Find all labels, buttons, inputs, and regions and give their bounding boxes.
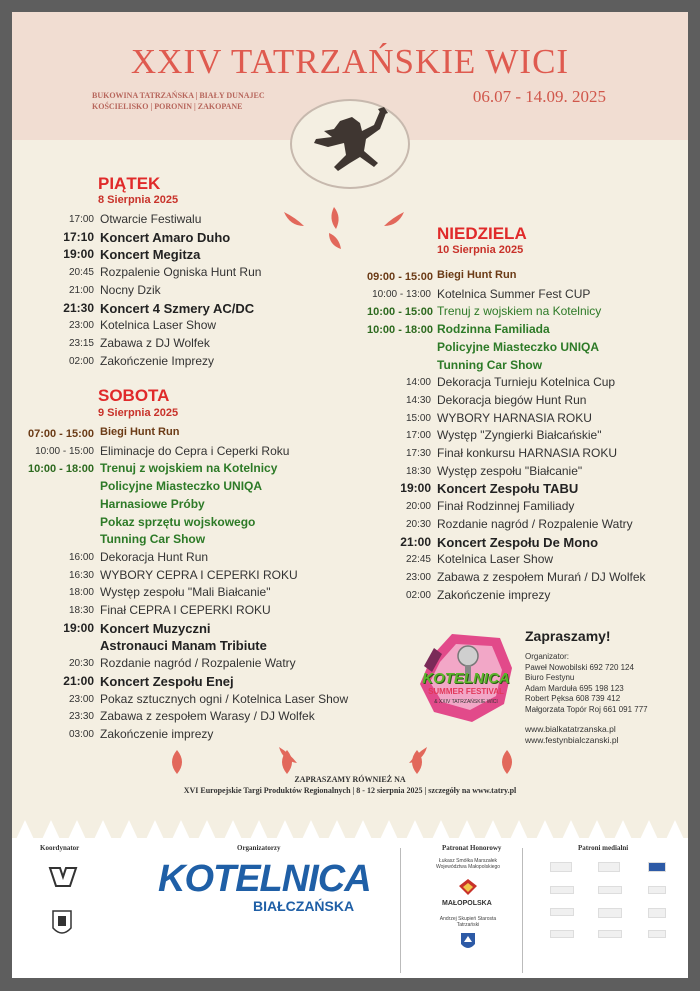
event-name: Biegi Hunt Run — [437, 269, 517, 281]
event-name: Koncert Zespołu Enej — [100, 673, 234, 689]
saturday-event-row — [12, 479, 362, 496]
bialczanska-wordmark: BIAŁCZAŃSKA — [253, 898, 355, 914]
saturday-event-row — [12, 674, 362, 691]
event-name: Kotelnica Laser Show — [437, 552, 554, 567]
event-time: 23:30 — [68, 711, 94, 723]
media-logo-12 — [648, 930, 666, 938]
footer-divider-1 — [400, 848, 401, 973]
event-name: Dekoracja biegów Hunt Run — [437, 392, 587, 407]
event-time: 17:10 — [63, 229, 94, 244]
friday-event-row — [12, 336, 362, 353]
event-time: 10:00 - 13:00 — [372, 288, 431, 300]
event-name: Kotelnica Laser Show — [100, 318, 217, 333]
sunday-title: NIEDZIELA — [437, 224, 527, 243]
event-time: 17:00 — [68, 214, 94, 225]
sunday-event-row — [367, 464, 677, 481]
media-logo-6 — [648, 886, 666, 894]
saturday-date: 9 Sierpnia 2025 — [98, 407, 179, 419]
event-time: 16:00 — [68, 551, 94, 563]
event-time: 21:30 — [63, 300, 94, 315]
event-time: 15:00 — [405, 412, 431, 424]
event-time: 18:30 — [68, 605, 94, 616]
organizers-label: Organizatorzy — [237, 844, 281, 852]
kotelnica-bialczanska-logo — [158, 858, 371, 914]
event-name: Policyjne Miasteczko UNIQA — [437, 339, 600, 354]
saturday-event-row — [12, 585, 362, 602]
event-time: 17:30 — [405, 448, 431, 459]
event-time: 16:30 — [68, 569, 94, 581]
website-link-2[interactable]: www.festynbialczanski.pl — [525, 735, 619, 745]
event-time: 14:00 — [405, 377, 431, 389]
saturday-event-row — [12, 638, 362, 655]
event-time: 09:00 - 15:00 — [367, 271, 434, 283]
event-time: 10:00 - 15:00 — [367, 306, 434, 319]
event-name: Finał konkursu HARNASIA ROKU — [437, 446, 618, 460]
saturday-event-row — [12, 444, 362, 461]
sunday-event-row — [367, 287, 677, 304]
event-name: Dekoracja Hunt Run — [100, 549, 209, 564]
saturday-event-row — [12, 656, 362, 673]
media-logo-10 — [550, 930, 574, 938]
friday-event-row — [12, 354, 362, 371]
friday-event-row — [12, 283, 362, 300]
friday-date: 8 Sierpnia 2025 — [98, 194, 179, 206]
media-logo-7 — [550, 908, 574, 916]
event-name: Rodzinna Familiada — [437, 322, 550, 337]
patronage-label: Patronat Honorowy — [442, 844, 502, 852]
event-name: Koncert 4 Szmery AC/DC — [100, 300, 255, 316]
event-time: 21:00 — [400, 534, 431, 549]
towns-line-1: BUKOWINA TATRZAŃSKA | BIAŁY DUNAJEC — [92, 91, 265, 100]
event-name: Zakończenie Imprezy — [100, 353, 215, 368]
event-name: Biegi Hunt Run — [100, 426, 180, 438]
event-name: Koncert Megitza — [100, 247, 201, 263]
folk-drop-ornament-row — [167, 750, 527, 776]
event-time: 21:00 — [63, 673, 94, 688]
towns-line-2: KOŚCIELISKO | PORONIN | ZAKOPANE — [92, 102, 243, 111]
event-time: 19:00 — [400, 481, 431, 496]
marshal-name: Łukasz Smółka Marszałek Województwa Małopolskiego — [435, 858, 501, 870]
event-name: Zabawa z DJ Wolfek — [100, 335, 210, 350]
sunday-event-row — [367, 428, 677, 445]
malopolska-emblem-icon — [458, 878, 478, 896]
gmina-crest-icon — [52, 910, 72, 938]
event-time: 23:00 — [68, 693, 94, 705]
sunday-event-row — [367, 481, 677, 498]
event-time: 20:30 — [405, 518, 431, 530]
sunday-event-row — [367, 535, 677, 552]
kotelnica-wordmark: KOTELNICA — [158, 858, 371, 900]
event-time: 20:30 — [68, 658, 94, 670]
starosta-name: Andrzej Skupień Starosta Tatrzański — [439, 916, 497, 928]
event-time: 19:00 — [63, 620, 94, 635]
towns-list — [92, 90, 265, 112]
saturday-event-row — [12, 497, 362, 514]
saturday-event-row — [12, 515, 362, 532]
event-name: Koncert Muzyczni — [100, 620, 211, 636]
saturday-event-row — [12, 621, 362, 638]
event-time: 23:00 — [405, 571, 431, 583]
media-logo-1 — [550, 862, 572, 872]
organizer-label: Organizator: — [525, 652, 570, 661]
event-time: 02:00 — [68, 355, 94, 367]
poster — [12, 12, 688, 978]
event-name: Rozpalenie Ogniska Hunt Run — [100, 265, 262, 280]
friday-event-row — [12, 230, 362, 247]
sunday-event-row — [367, 393, 677, 410]
contact-person-1: Paweł Nowobilski 692 720 124 — [525, 662, 634, 672]
invite-heading: Zapraszamy! — [525, 628, 611, 644]
friday-event-row — [12, 318, 362, 335]
event-name: Zabawa z zespołem Warasy / DJ Wolfek — [100, 709, 315, 724]
saturday-event-row — [12, 550, 362, 567]
event-name: Rozdanie nagród / Rozpalenie Watry — [437, 516, 633, 531]
website-link-1[interactable]: www.bialkatatrzanska.pl — [525, 724, 616, 734]
event-time: 03:00 — [68, 728, 94, 740]
event-name: Pokaz sztucznych ogni / Kotelnica Laser Show — [100, 691, 349, 706]
festival-logo-subtitle: SUMMER FESTIVAL — [428, 687, 504, 696]
festival-dates: 06.07 - 14.09. 2025 — [472, 87, 606, 106]
saturday-event-row — [12, 692, 362, 709]
event-name: Zabawa z zespołem Murań / DJ Wolfek — [437, 569, 646, 584]
event-name: Pokaz sprzętu wojskowego — [100, 514, 256, 529]
event-time: 10:00 - 18:00 — [367, 324, 434, 337]
kotelnica-summer-festival-logo — [412, 626, 520, 726]
regional-fair-info: XVI Europejskie Targi Produktów Regionalnych | 8 - 12 sierpnia 2025 | szczegóły na www.tatry.pl — [183, 786, 517, 795]
event-name: Tunning Car Show — [437, 357, 543, 372]
event-time: 19:00 — [63, 247, 94, 262]
event-time: 23:00 — [68, 320, 94, 332]
friday-event-row — [12, 265, 362, 282]
event-name: Nocny Dzik — [100, 282, 161, 297]
event-name: Kotelnica Summer Fest CUP — [437, 286, 591, 301]
event-time: 10:00 - 18:00 — [27, 463, 94, 476]
event-name: Rozdanie nagród / Rozpalenie Watry — [100, 656, 296, 671]
sunday-event-row — [367, 499, 677, 516]
sunday-event-row — [367, 570, 677, 587]
event-time: 21:00 — [68, 284, 94, 296]
event-time: 02:00 — [405, 589, 431, 601]
event-name: Otwarcie Festiwalu — [100, 212, 202, 226]
tatra-county-crest-icon — [460, 932, 476, 952]
event-time: 07:00 - 15:00 — [27, 428, 94, 440]
also-invite-heading: ZAPRASZAMY RÓWNIEŻ NA — [294, 775, 406, 784]
media-logo-8 — [598, 908, 622, 918]
footer-sponsors — [12, 838, 688, 978]
event-name: Koncert Zespołu De Mono — [437, 534, 599, 550]
event-name: WYBORY HARNASIA ROKU — [437, 410, 592, 425]
saturday-event-row — [12, 568, 362, 585]
media-logo-11 — [598, 930, 622, 938]
festival-logo-title: KOTELNICA — [422, 670, 510, 687]
event-name: Policyjne Miasteczko UNIQA — [100, 479, 263, 494]
coordinator-label: Koordynator — [40, 844, 80, 852]
event-time: 14:30 — [405, 394, 431, 406]
event-name: Trenuj z wojskiem na Kotelnicy — [437, 304, 602, 319]
event-time: 18:00 — [68, 587, 94, 599]
saturday-event-row — [12, 709, 362, 726]
event-name: Trenuj z wojskiem na Kotelnicy — [100, 461, 278, 476]
event-name: Eliminacje do Cepra i Ceperki Roku — [100, 443, 290, 458]
also-invite — [12, 774, 688, 796]
event-time: 20:00 — [405, 501, 431, 513]
event-name: Harnasiowe Próby — [100, 496, 205, 511]
sunday-event-row — [367, 375, 677, 392]
event-name: Finał CEPRA I CEPERKI ROKU — [100, 603, 271, 617]
media-logo-9 — [648, 908, 666, 918]
saturday-event-row — [12, 461, 362, 478]
sunday-event-row — [367, 304, 677, 321]
saturday-event-row — [12, 603, 362, 620]
event-name: Koncert Amaro Duho — [100, 229, 231, 245]
sunday-event-row — [367, 358, 677, 375]
friday-event-row — [12, 212, 362, 229]
event-name: Zakończenie imprezy — [437, 587, 551, 602]
event-name: Występ zespołu "Mali Białcanie" — [100, 585, 271, 600]
event-name: WYBORY CEPRA I CEPERKI ROKU — [100, 567, 298, 582]
event-name: Finał Rodzinnej Familiady — [437, 499, 575, 514]
event-name: Tunning Car Show — [100, 532, 206, 547]
sunday-event-row — [367, 517, 677, 534]
event-time: 22:45 — [405, 554, 431, 566]
running-highlander-icon — [304, 107, 400, 179]
friday-event-row — [12, 301, 362, 318]
sunday-event-row — [367, 322, 677, 339]
sunday-event-row — [367, 588, 677, 605]
saturday-event-row — [12, 727, 362, 744]
friday-event-row — [12, 247, 362, 264]
event-time: 20:45 — [68, 267, 94, 279]
event-name: Zakończenie imprezy — [100, 726, 214, 741]
saturday-event-row — [12, 532, 362, 549]
festival-office: Biuro Festynu — [525, 673, 575, 682]
footer-divider-2 — [522, 848, 523, 973]
media-logo-4 — [550, 886, 574, 894]
malopolska-wordmark: MAŁOPOLSKA — [442, 900, 492, 907]
friday-title: PIĄTEK — [98, 174, 161, 193]
sunday-event-row — [367, 269, 677, 286]
event-time: 17:00 — [405, 430, 431, 442]
sunday-date: 10 Sierpnia 2025 — [437, 244, 524, 256]
sunday-event-row — [367, 340, 677, 357]
media-logo-2 — [598, 862, 620, 872]
sunday-event-row — [367, 411, 677, 428]
event-name: Występ zespołu "Białcanie" — [437, 463, 583, 478]
media-logo-5 — [598, 886, 622, 894]
contact-person-2: Adam Marduła 695 198 123 — [525, 683, 624, 693]
festival-logo-tagline: & XXIV TATRZAŃSKIE WICI — [434, 699, 498, 705]
saturday-title: SOBOTA — [98, 386, 170, 405]
festival-title: XXIV TATRZAŃSKIE WICI — [130, 42, 570, 81]
event-time: 23:15 — [68, 337, 94, 349]
media-logo-3 — [648, 862, 666, 872]
runner-emblem — [290, 99, 410, 189]
event-name: Astronauci Manam Tribiute — [100, 638, 267, 654]
coordinator-logo-icon — [48, 866, 78, 888]
event-time: 18:30 — [405, 465, 431, 477]
saturday-event-row — [12, 426, 362, 443]
event-name: Dekoracja Turnieju Kotelnica Cup — [437, 375, 616, 390]
media-patrons-label: Patroni medialni — [578, 844, 629, 852]
contact-person-3: Robert Pęksa 608 739 412 — [525, 694, 621, 703]
organizer-contacts — [525, 652, 648, 715]
contact-person-4: Małgorzata Topór Roj 661 091 777 — [525, 704, 648, 714]
sunday-event-row — [367, 446, 677, 463]
sunday-event-row — [367, 552, 677, 569]
websites — [525, 724, 619, 746]
event-time: 10:00 - 15:00 — [35, 445, 94, 457]
event-name: Występ "Zyngierki Białcańskie" — [437, 428, 602, 443]
event-name: Koncert Zespołu TABU — [437, 481, 579, 497]
